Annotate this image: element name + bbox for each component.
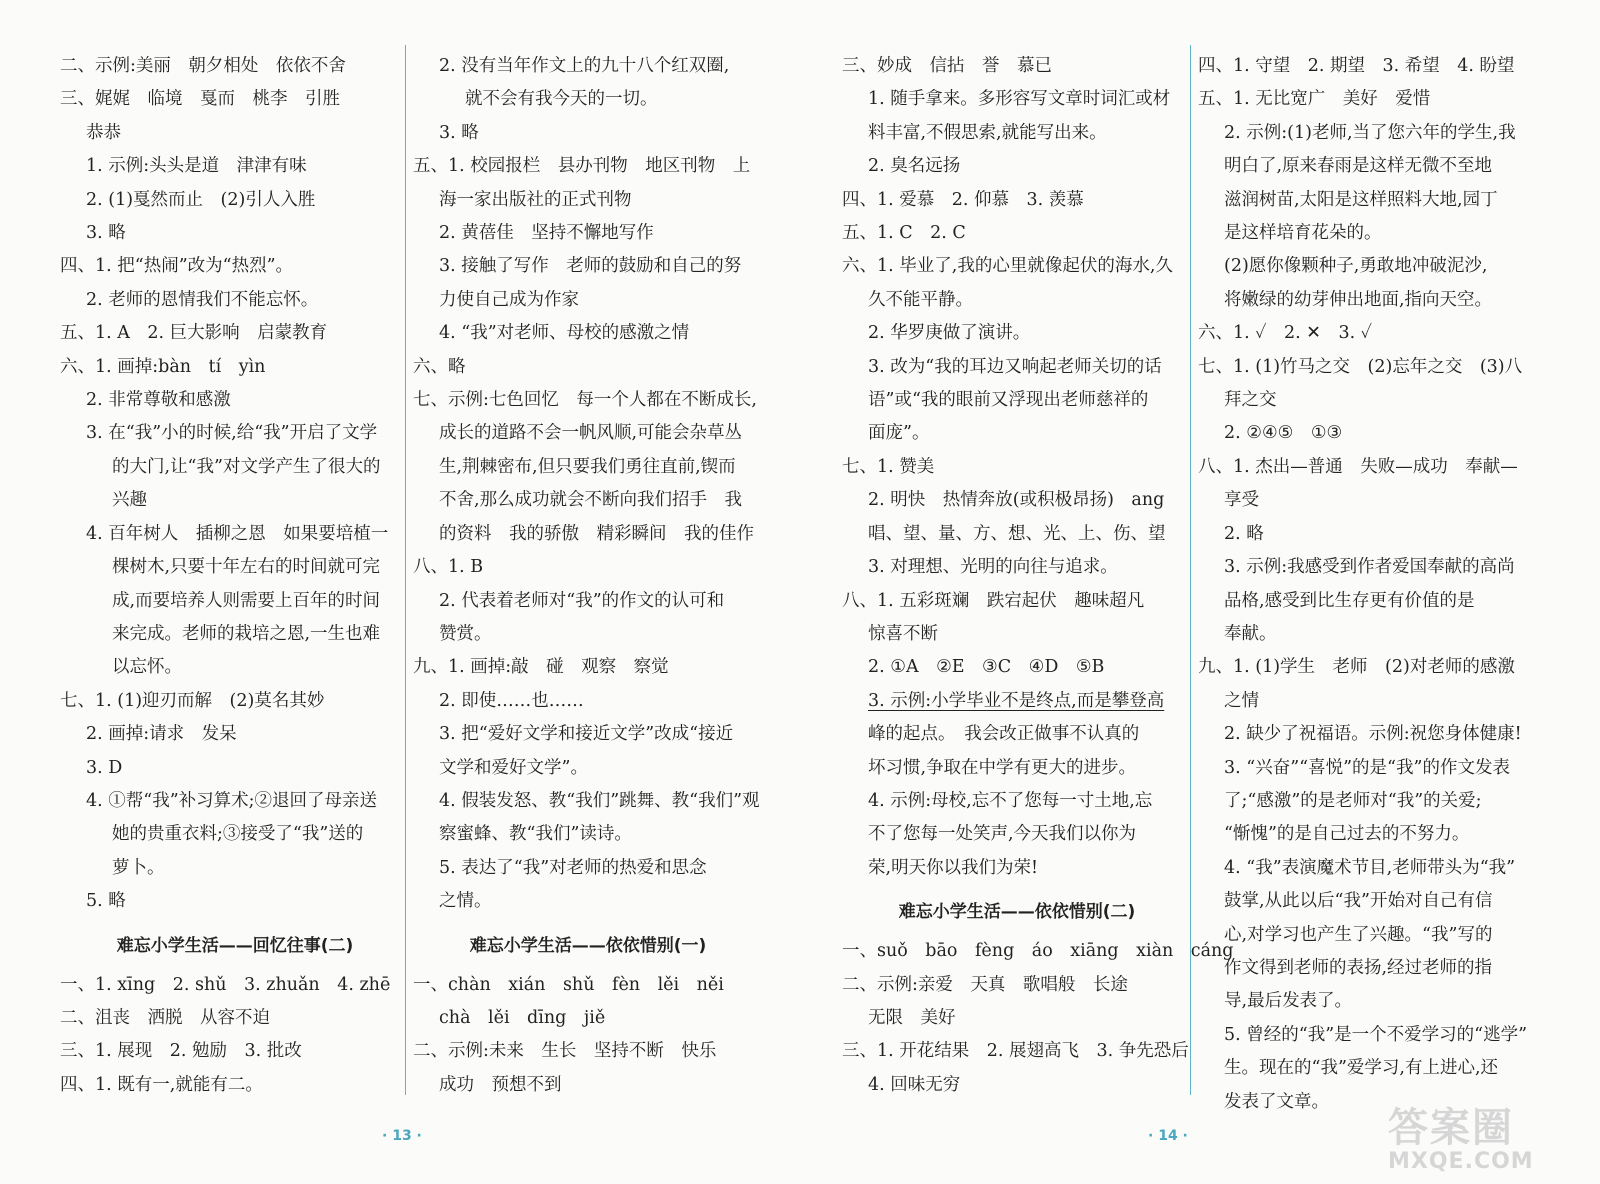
answer-line: 发表了文章。 (1224, 1091, 1329, 1112)
column-divider (405, 45, 406, 1095)
answer-line: 4. “我”表演魔术节目,老师带头为“我” (1224, 857, 1516, 878)
answer-line: (2)愿你像颗种子,勇敢地冲破泥沙, (1224, 256, 1488, 277)
answer-line: 2. ①A ②E ③C ④D ⑤B (868, 657, 1105, 678)
answer-line: 2. 画掉:请求 发呆 (86, 724, 237, 745)
answer-line: 2. 臭名远扬 (868, 156, 961, 177)
answer-line: 2. 代表着老师对“我”的作文的认可和 (439, 590, 725, 611)
answer-line: 三、1. 展现 2. 勉励 3. 批改 (60, 1041, 302, 1062)
left-page-column-2 (413, 50, 763, 1102)
answer-line: 三、妙成 信拈 誉 慕已 (842, 56, 1052, 76)
answer-line: 五、1. C 2. C (842, 223, 966, 244)
answer-line: 3. D (86, 757, 123, 778)
answer-line: 四、1. 爱慕 2. 仰慕 3. 羡慕 (842, 189, 1084, 210)
left-page-column-1 (60, 50, 410, 1102)
answer-line: 六、1. ✓ 2. ✕ 3. ✓ (1198, 323, 1373, 344)
page-number-value: 14 (1158, 1128, 1178, 1144)
answer-line: 成,而要培养人则需要上百年的时间 (112, 590, 381, 611)
watermark-text: 答案圈 (1388, 1105, 1514, 1151)
answer-line: 之情。 (439, 891, 492, 912)
answer-line: chà lěi dīng jiě (439, 1007, 606, 1028)
answer-line: 料丰富,不假思索,就能写出来。 (868, 122, 1107, 143)
answer-line: 的大门,让“我”对文学产生了很大的 (112, 456, 381, 477)
answer-line: 3. 改为“我的耳边又响起老师关切的话 (868, 356, 1162, 377)
answer-line: 不了您每一处笑声,今天我们以你为 (868, 824, 1137, 845)
answer-line: 明白了,原来春雨是这样无微不至地 (1224, 156, 1493, 177)
answer-line: 七、1. (1)迎刃而解 (2)莫名其妙 (60, 690, 325, 711)
answer-line: 生,荆棘密布,但只要我们勇往直前,锲而 (439, 456, 736, 477)
answer-line: 4. 示例:母校,忘不了您每一寸土地,忘 (868, 790, 1153, 811)
answer-line: 八、1. 五彩斑斓 跌宕起伏 趣味超凡 (842, 590, 1145, 611)
answer-line: 2. 缺少了祝福语。示例:祝您身体健康! (1224, 724, 1522, 745)
answer-line: 一、1. xīng 2. shǔ 3. zhuǎn 4. zhē (60, 974, 391, 995)
answer-line: 拜之交 (1224, 390, 1277, 411)
answer-line: 2. 华罗庚做了演讲。 (868, 323, 1031, 344)
answer-line: 2. 即使……也…… (439, 690, 584, 711)
page-number: · 14 · (1148, 1128, 1188, 1144)
answer-line: 2. 没有当年作文上的九十八个红双圈, (439, 56, 730, 76)
answer-line: 八、1. 杰出—普通 失败—成功 奉献— (1198, 456, 1518, 477)
answer-line: 生。现在的“我”爱学习,有上进心,还 (1224, 1058, 1499, 1079)
watermark-logo (1388, 1106, 1588, 1176)
answer-line: 面庞”。 (868, 423, 930, 444)
answer-line: 享受 (1224, 490, 1259, 511)
answer-line: 久不能平静。 (868, 289, 973, 310)
answer-line: 3. 略 (439, 122, 479, 143)
answer-line: 五、1. 校园报栏 县办刊物 地区刊物 上 (413, 156, 751, 177)
answer-line: 恭恭 (86, 122, 121, 143)
answer-line: 一、suǒ bāo fèng áo xiāng xiàn cáng (842, 941, 1234, 962)
answer-line: 七、1. (1)竹马之交 (2)忘年之交 (3)八 (1198, 356, 1523, 377)
right-page-column-2 (1198, 50, 1578, 1119)
answer-line: 2. 黄蓓佳 坚持不懈地写作 (439, 223, 654, 244)
answer-line: 坏习惯,争取在中学有更大的进步。 (868, 757, 1137, 778)
answer-line: 2. 略 (1224, 523, 1264, 544)
answer-line: 4. ①帮“我”补习算术;②退回了母亲送 (86, 790, 378, 811)
answer-line: 3. “兴奋”“喜悦”的是“我”的作文发表 (1224, 757, 1510, 778)
answer-line: 二、示例:未来 生长 坚持不断 快乐 (413, 1041, 717, 1062)
page-number: · 13 · (382, 1128, 422, 1144)
answer-line: 二、沮丧 洒脱 从容不迫 (60, 1007, 270, 1028)
answer-line: 3. 对理想、光明的向往与追求。 (868, 557, 1118, 578)
answer-line: 惊喜不断 (868, 623, 938, 644)
answer-line: 3. 接触了写作 老师的鼓励和自己的努 (439, 256, 742, 277)
answer-line: 1. 示例:头头是道 津津有味 (86, 156, 307, 177)
answer-line: 四、1. 守望 2. 期望 3. 希望 4. 盼望 (1198, 56, 1515, 76)
answer-line: 唱、望、量、方、想、光、上、伤、望 (868, 523, 1166, 544)
answer-line: 海一家出版社的正式刊物 (439, 189, 632, 210)
answer-line: 成功 预想不到 (439, 1074, 562, 1095)
answer-line: 以忘怀。 (112, 657, 182, 678)
answer-line: 七、示例:七色回忆 每一个人都在不断成长, (413, 390, 757, 411)
answer-line: 力使自己成为作家 (439, 289, 579, 310)
answer-line: 一、chàn xián shǔ fèn lěi něi (413, 974, 724, 995)
answer-line: 察蜜蜂、教“我们”读诗。 (439, 824, 632, 845)
section-title: 难忘小学生活——依依惜别(一) (469, 935, 707, 956)
answer-line: 心,对学习也产生了兴趣。“我”写的 (1224, 924, 1493, 945)
answer-line: 3. 略 (86, 223, 126, 244)
answer-line: 五、1. 无比宽广 美好 爱惜 (1198, 89, 1431, 110)
watermark-url: MXQE.COM (1388, 1149, 1534, 1174)
section-title: 难忘小学生活——回忆往事(二) (116, 935, 354, 956)
answer-line: 3. 示例:我感受到作者爱国奉献的高尚 (1224, 557, 1515, 578)
answer-line: 荣,明天你以我们为荣! (868, 857, 1039, 878)
answer-line: 3. 把“爱好文学和接近文学”改成“接近 (439, 724, 734, 745)
answer-line: 就不会有我今天的一切。 (465, 89, 658, 110)
answer-line: “惭愧”的是自己过去的不努力。 (1224, 824, 1470, 845)
right-page-column-1 (842, 50, 1234, 1102)
answer-line: 九、1. (1)学生 老师 (2)对老师的感激 (1198, 657, 1515, 678)
answer-line: 2. 老师的恩情我们不能忘怀。 (86, 289, 319, 310)
answer-line: 成长的道路不会一帆风顺,可能会杂草丛 (439, 423, 743, 444)
answer-line: 4. 假装发怒、教“我们”跳舞、教“我们”观 (439, 790, 760, 811)
section-title: 难忘小学生活——依依惜别(二) (898, 902, 1136, 923)
answer-line: 语”或“我的眼前又浮现出老师慈祥的 (868, 390, 1149, 411)
answer-line: 了;“感激”的是老师对“我”的关爱; (1224, 790, 1482, 811)
answer-line: 1. 随手拿来。多形容写文章时词汇或材 (868, 89, 1171, 110)
answer-line: 峰的起点。 我会改正做事不认真的 (868, 724, 1140, 745)
answer-line: 三、娓娓 临境 戛而 桃李 引胜 (60, 89, 340, 110)
answer-line: 棵树木,只要十年左右的时间就可完 (112, 557, 381, 578)
answer-line: 不舍,那么成功就会不断向我们招手 我 (439, 490, 743, 511)
answer-line: 滋润树苗,太阳是这样照料大地,园丁 (1224, 189, 1498, 210)
answer-line: 二、示例:美丽 朝夕相处 依依不舍 (60, 56, 346, 76)
answer-line: 4. 回味无穷 (868, 1074, 961, 1095)
answer-line: 四、1. 把“热闹”改为“热烈”。 (60, 256, 294, 277)
answer-line: 品格,感受到比生存更有价值的是 (1224, 590, 1475, 611)
answer-line: 作文得到老师的表扬,经过老师的指 (1224, 957, 1493, 978)
answer-line: 九、1. 画掉:敲 碰 观察 察觉 (413, 657, 669, 678)
answer-line: 之情 (1224, 690, 1259, 711)
answer-line: 六、1. 画掉:bàn tí yìn (60, 356, 266, 377)
answer-line: 赞赏。 (439, 623, 492, 644)
answer-line: 2. 示例:(1)老师,当了您六年的学生,我 (1224, 122, 1516, 143)
answer-line: 5. 表达了“我”对老师的热爱和思念 (439, 857, 707, 878)
answer-line: 四、1. 既有一,就能有二。 (60, 1074, 263, 1095)
answer-line: 2. ②④⑤ ①③ (1224, 423, 1343, 444)
answer-line: 六、略 (413, 356, 466, 377)
answer-line: 3. 示例:小学毕业不是终点,而是攀登高 (868, 690, 1165, 711)
answer-line: 是这样培育花朵的。 (1224, 223, 1382, 244)
answer-line: 兴趣 (112, 490, 147, 511)
answer-line: 五、1. A 2. 巨大影响 启蒙教育 (60, 323, 328, 344)
answer-line: 5. 略 (86, 891, 126, 912)
answer-line: 4. 百年树人 插柳之恩 如果要培植一 (86, 523, 389, 544)
answer-line: 文学和爱好文学”。 (439, 757, 588, 778)
column-divider (1190, 45, 1191, 1095)
answer-line: 3. 在“我”小的时候,给“我”开启了文学 (86, 423, 378, 444)
answer-line: 5. 曾经的“我”是一个不爱学习的“逃学” (1224, 1024, 1528, 1045)
answer-line: 无限 美好 (868, 1007, 956, 1028)
answer-line: 六、1. 毕业了,我的心里就像起伏的海水,久 (842, 256, 1173, 277)
answer-line: 鼓掌,从此以后“我”开始对自己有信 (1224, 891, 1493, 912)
answer-line: 2. (1)戛然而止 (2)引人入胜 (86, 189, 316, 210)
answer-line: 4. “我”对老师、母校的感激之情 (439, 323, 690, 344)
answer-line: 导,最后发表了。 (1224, 991, 1353, 1012)
answer-line: 八、1. B (413, 557, 484, 578)
answer-line: 2. 明快 热情奔放(或积极昂扬) ang (868, 490, 1165, 511)
answer-line: 将嫩绿的幼芽伸出地面,指向天空。 (1224, 289, 1493, 310)
answer-line: 二、示例:亲爱 天真 歌唱般 长途 (842, 974, 1128, 995)
answer-line: 来完成。老师的栽培之恩,一生也难 (112, 623, 381, 644)
page-number-value: 13 (392, 1128, 412, 1144)
answer-line: 三、1. 开花结果 2. 展翅高飞 3. 争先恐后 (842, 1041, 1189, 1062)
answer-line: 2. 非常尊敬和感激 (86, 390, 231, 411)
answer-line: 七、1. 赞美 (842, 456, 935, 477)
answer-line: 萝卜。 (112, 857, 165, 878)
answer-line: 奉献。 (1224, 623, 1277, 644)
answer-line: 的资料 我的骄傲 精彩瞬间 我的佳作 (439, 523, 754, 544)
answer-line: 她的贵重衣料;③接受了“我”送的 (112, 824, 364, 845)
